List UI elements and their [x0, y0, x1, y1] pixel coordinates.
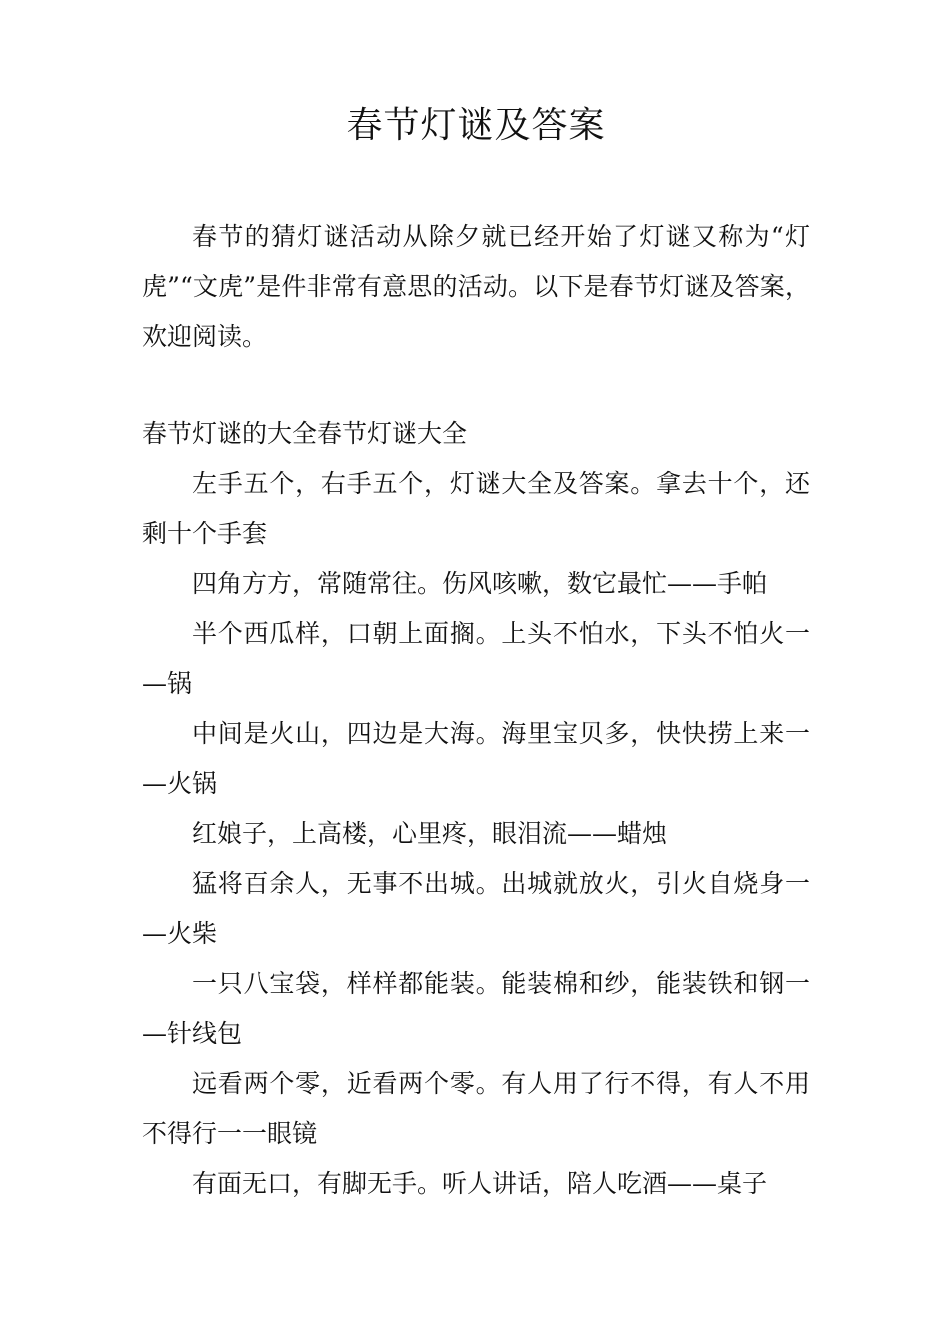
riddle-item: 左手五个，右手五个，灯谜大全及答案。拿去十个，还剩十个手套: [142, 469, 810, 548]
riddle-item: 有面无口，有脚无手。听人讲话，陪人吃酒——桌子: [192, 1169, 768, 1198]
document-title: 春节灯谜及答案: [346, 105, 606, 146]
riddle-item: 四角方方，常随常往。伤风咳嗽，数它最忙——手帕: [192, 569, 768, 598]
intro-paragraph: 春节的猜灯谜活动从除夕就已经开始了灯谜又称为“灯虎”“文虎”是件非常有意思的活动。以下是春节灯谜及答案，欢迎阅读。: [142, 222, 810, 351]
riddle-item: 红娘子，上高楼，心里疼，眼泪流——蜡烛: [192, 819, 668, 848]
riddle-item: 猛将百余人，无事不出城。出城就放火，引火自烧身一—火柴: [142, 869, 810, 948]
riddle-item: 一只八宝袋，样样都能装。能装棉和纱，能装铁和钢一—针线包: [142, 969, 810, 1048]
section-heading: 春节灯谜的大全春节灯谜大全: [142, 419, 468, 448]
riddle-item: 中间是火山，四边是大海。海里宝贝多，快快捞上来一—火锅: [142, 719, 810, 798]
riddle-item: 远看两个零，近看两个零。有人用了行不得，有人不用不得行一一眼镜: [142, 1069, 810, 1148]
riddle-item: 半个西瓜样，口朝上面搁。上头不怕水，下头不怕火一—锅: [142, 619, 810, 698]
riddle-list: [142, 459, 810, 1209]
